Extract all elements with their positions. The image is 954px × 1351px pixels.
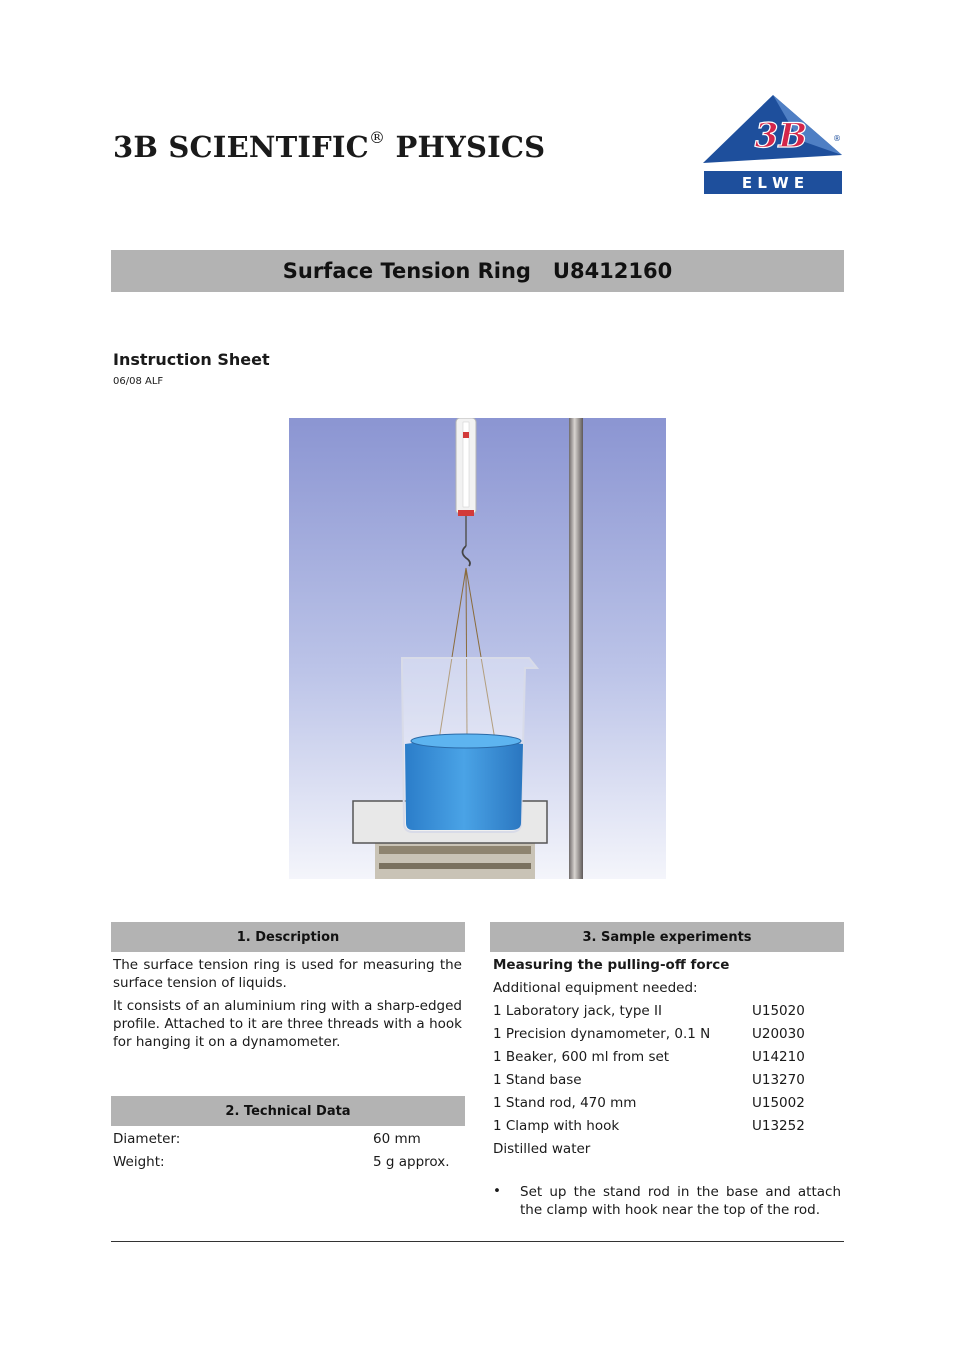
tech-value-weight: 5 g approx. (373, 1154, 450, 1170)
setup-instruction: Set up the stand rod in the base and attach the clamp with hook near the top of the rod. (520, 1184, 841, 1218)
sheet-date: 06/08 ALF (113, 376, 164, 387)
equipment-item: 1 Beaker, 600 ml from set (493, 1049, 670, 1065)
sheet-title: Instruction Sheet (113, 350, 270, 369)
product-code: U8412160 (552, 259, 673, 283)
equipment-item: 1 Stand base (493, 1072, 582, 1088)
equipment-extra: Distilled water (493, 1141, 591, 1157)
description-paragraph-2: It consists of an aluminium ring with a sharp-edged profile. Attached to it are three threads with a hook for hanging it on a dynamometer. (113, 998, 462, 1050)
equipment-item: 1 Precision dynamometer, 0.1 N (493, 1026, 711, 1042)
tech-label-diameter: Diameter: (113, 1131, 181, 1147)
equipment-item: 1 Stand rod, 470 mm (493, 1095, 637, 1111)
footer-rule (111, 1241, 844, 1242)
logo-elwe-text: E L W E (741, 174, 805, 192)
experiment-subheading: Measuring the pulling-off force (493, 957, 730, 973)
tech-value-diameter: 60 mm (373, 1131, 421, 1147)
product-name: Surface Tension Ring (282, 259, 531, 283)
equipment-item: 1 Clamp with hook (493, 1118, 620, 1134)
registered-mark: ® (368, 128, 386, 147)
tech-label-weight: Weight: (113, 1154, 165, 1170)
bullet-icon: • (493, 1183, 501, 1199)
logo-3b-text: 3B (754, 116, 808, 156)
equipment-item: 1 Laboratory jack, type II (493, 1003, 662, 1019)
technical-data-heading: 2. Technical Data (111, 1096, 465, 1126)
3b-elwe-logo (703, 95, 842, 194)
sample-experiments-heading: 3. Sample experiments (490, 922, 844, 952)
product-title-bar (111, 250, 844, 292)
brand-suffix: PHYSICS (395, 130, 546, 164)
equipment-code: U14210 (752, 1049, 805, 1065)
description-heading: 1. Description (111, 922, 465, 952)
product-photo (289, 418, 666, 879)
equipment-code: U15002 (752, 1095, 805, 1111)
equipment-intro: Additional equipment needed: (493, 980, 698, 996)
brand-name: 3B SCIENTIFIC (113, 130, 369, 164)
equipment-code: U15020 (752, 1003, 805, 1019)
brand-title (113, 130, 545, 164)
logo-registered-mark: ® (833, 134, 841, 143)
equipment-code: U13270 (752, 1072, 805, 1088)
equipment-code: U20030 (752, 1026, 805, 1042)
equipment-code: U13252 (752, 1118, 805, 1134)
description-paragraph-1: The surface tension ring is used for measuring the surface tension of liquids. (113, 957, 462, 991)
